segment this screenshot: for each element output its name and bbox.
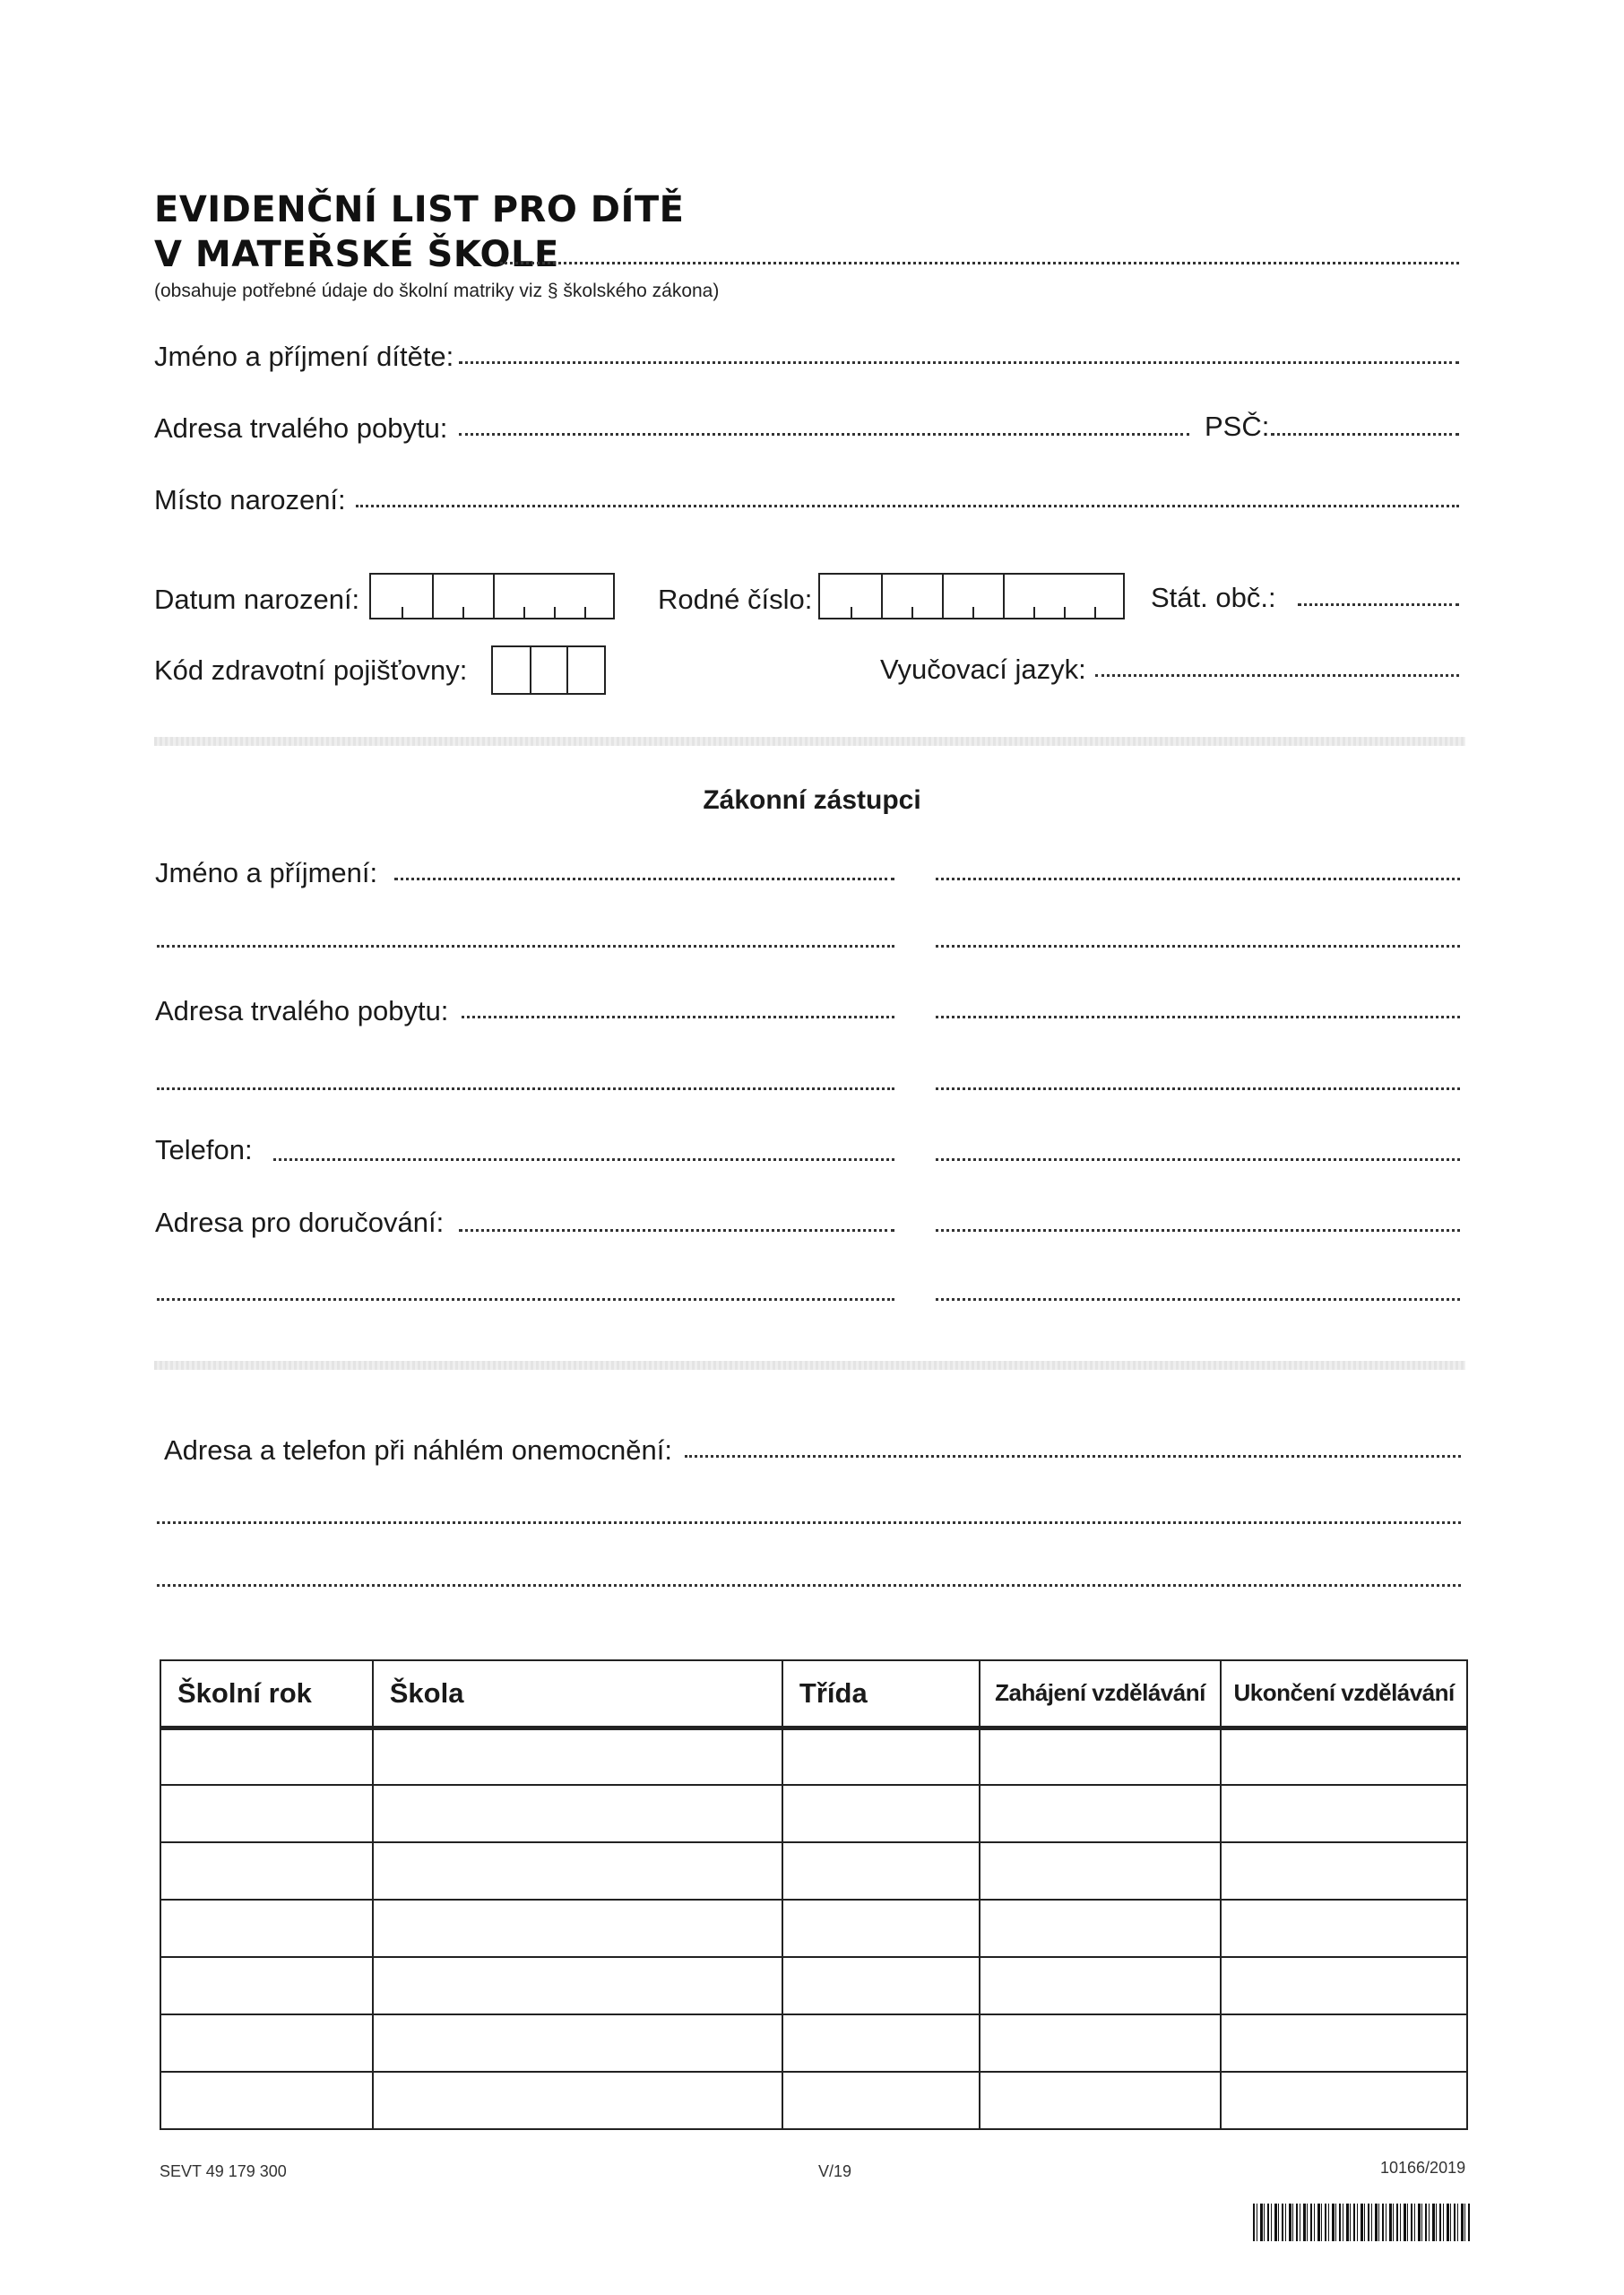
emergency-contact-field-line2[interactable] xyxy=(157,1521,1461,1524)
language-label: Vyučovací jazyk: xyxy=(880,654,1086,685)
table-cell[interactable] xyxy=(160,1785,373,1842)
guardian2-delivery-field-line2[interactable] xyxy=(936,1298,1460,1301)
table-cell[interactable] xyxy=(373,1957,782,2014)
citizenship-label: Stát. obč.: xyxy=(1151,582,1276,613)
table-cell[interactable] xyxy=(1221,2014,1467,2072)
table-cell[interactable] xyxy=(980,2014,1222,2072)
table-cell[interactable] xyxy=(373,1900,782,1957)
table-cell[interactable] xyxy=(980,1957,1222,2014)
guardian1-address-field[interactable] xyxy=(462,1016,894,1018)
table-cell[interactable] xyxy=(160,2014,373,2072)
birth-number-label: Rodné číslo: xyxy=(658,584,813,615)
table-row xyxy=(160,2014,1467,2072)
birthplace-field[interactable] xyxy=(356,505,1459,507)
table-cell[interactable] xyxy=(373,1785,782,1842)
birth-number-boxes[interactable] xyxy=(818,573,1125,619)
psc-field[interactable] xyxy=(1271,433,1459,436)
school-records-table xyxy=(160,1659,1468,2130)
table-cell[interactable] xyxy=(1221,1785,1467,1842)
table-cell[interactable] xyxy=(782,2014,980,2072)
guardian2-name-field-line2[interactable] xyxy=(936,945,1460,948)
insurance-code-boxes[interactable] xyxy=(491,645,606,695)
footer-catalog-number: 10166/2019 xyxy=(1380,2159,1466,2177)
guardian-name-label: Jméno a příjmení: xyxy=(155,857,378,888)
emergency-contact-field-line3[interactable] xyxy=(157,1584,1461,1587)
column-header-end: Ukončení vzdělávání xyxy=(1221,1660,1467,1728)
table-cell[interactable] xyxy=(1221,2072,1467,2129)
birthdate-boxes[interactable] xyxy=(369,573,615,619)
emergency-contact-field[interactable] xyxy=(685,1455,1461,1458)
form-title-line1: EVIDENČNÍ LIST PRO DÍTĚ xyxy=(154,189,685,230)
table-cell[interactable] xyxy=(980,1785,1222,1842)
guardian-address-label: Adresa trvalého pobytu: xyxy=(155,995,449,1026)
child-address-label: Adresa trvalého pobytu: xyxy=(154,412,448,444)
column-header-class: Třída xyxy=(782,1660,980,1728)
table-row xyxy=(160,1728,1467,1785)
table-cell[interactable] xyxy=(1221,1842,1467,1900)
guardian2-address-field-line2[interactable] xyxy=(936,1087,1460,1090)
guardian1-delivery-field[interactable] xyxy=(459,1229,894,1232)
footer-version: V/19 xyxy=(818,2162,852,2180)
table-cell[interactable] xyxy=(980,1728,1222,1785)
table-cell[interactable] xyxy=(160,2072,373,2129)
form-title-line2: V MATEŘSKÉ ŠKOLE xyxy=(154,234,559,275)
table-cell[interactable] xyxy=(782,2072,980,2129)
psc-label: PSČ: xyxy=(1205,411,1270,442)
form-subtitle: (obsahuje potřebné údaje do školní matriky viz § školského zákona) xyxy=(154,281,720,301)
child-name-field[interactable] xyxy=(459,361,1459,364)
birthplace-label: Místo narození: xyxy=(154,484,346,515)
guardian1-address-field-line2[interactable] xyxy=(157,1087,894,1090)
table-header-row xyxy=(160,1660,1467,1728)
birthdate-label: Datum narození: xyxy=(154,584,360,615)
separator-band-1 xyxy=(154,737,1465,746)
guardian-phone-label: Telefon: xyxy=(155,1134,253,1165)
child-address-field[interactable] xyxy=(459,433,1189,436)
citizenship-field[interactable] xyxy=(1298,603,1459,606)
table-cell[interactable] xyxy=(782,1957,980,2014)
guardian-delivery-label: Adresa pro doručování: xyxy=(155,1207,445,1238)
table-cell[interactable] xyxy=(782,1900,980,1957)
table-cell[interactable] xyxy=(782,1842,980,1900)
guardian1-name-field-line2[interactable] xyxy=(157,945,894,948)
table-cell[interactable] xyxy=(1221,1957,1467,2014)
table-cell[interactable] xyxy=(782,1728,980,1785)
footer-form-code: SEVT 49 179 300 xyxy=(160,2162,287,2180)
guardian1-name-field[interactable] xyxy=(394,878,894,880)
table-row xyxy=(160,1785,1467,1842)
insurance-code-label: Kód zdravotní pojišťovny: xyxy=(154,654,468,686)
guardian2-phone-field[interactable] xyxy=(936,1158,1460,1161)
table-cell[interactable] xyxy=(160,1957,373,2014)
child-name-label: Jméno a příjmení dítěte: xyxy=(154,341,454,372)
guardians-section-title: Zákonní zástupci xyxy=(703,785,921,815)
table-cell[interactable] xyxy=(1221,1900,1467,1957)
guardian1-delivery-field-line2[interactable] xyxy=(157,1298,894,1301)
language-field[interactable] xyxy=(1095,674,1459,677)
table-cell[interactable] xyxy=(1221,1728,1467,1785)
barcode-image xyxy=(1253,2204,1471,2241)
column-header-start: Zahájení vzdělávání xyxy=(980,1660,1222,1728)
table-cell[interactable] xyxy=(160,1900,373,1957)
column-header-school: Škola xyxy=(373,1660,782,1728)
table-cell[interactable] xyxy=(160,1842,373,1900)
table-cell[interactable] xyxy=(980,1842,1222,1900)
separator-band-2 xyxy=(154,1361,1465,1370)
table-cell[interactable] xyxy=(782,1785,980,1842)
table-cell[interactable] xyxy=(373,1728,782,1785)
column-header-school-year: Školní rok xyxy=(160,1660,373,1728)
title-dotted-line xyxy=(500,262,1459,264)
guardian2-address-field[interactable] xyxy=(936,1016,1460,1018)
table-cell[interactable] xyxy=(373,2072,782,2129)
table-row xyxy=(160,2072,1467,2129)
guardian2-delivery-field[interactable] xyxy=(936,1229,1460,1232)
table-cell[interactable] xyxy=(373,2014,782,2072)
table-row xyxy=(160,1842,1467,1900)
emergency-contact-label: Adresa a telefon při náhlém onemocnění: xyxy=(164,1434,672,1466)
table-cell[interactable] xyxy=(980,1900,1222,1957)
table-cell[interactable] xyxy=(980,2072,1222,2129)
table-cell[interactable] xyxy=(160,1728,373,1785)
table-row xyxy=(160,1957,1467,2014)
table-cell[interactable] xyxy=(373,1842,782,1900)
guardian1-phone-field[interactable] xyxy=(273,1158,894,1161)
table-row xyxy=(160,1900,1467,1957)
guardian2-name-field[interactable] xyxy=(936,878,1460,880)
